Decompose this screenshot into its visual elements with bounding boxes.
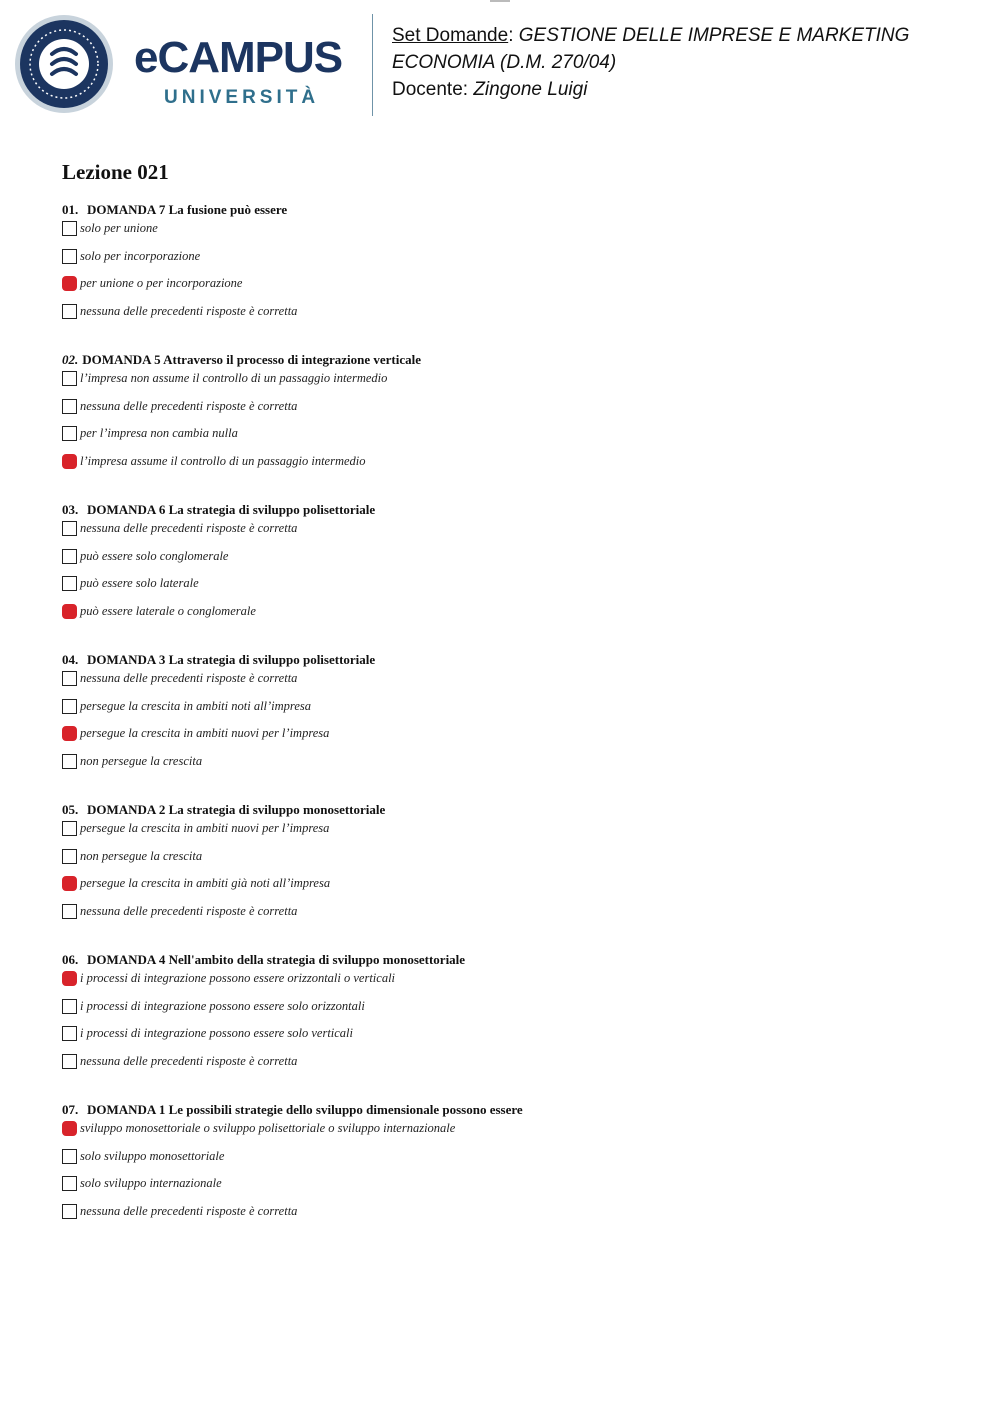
answer-checkbox-selected[interactable] (62, 276, 77, 291)
answer-checkbox[interactable] (62, 426, 77, 441)
answer-option[interactable] (62, 848, 962, 876)
logo-subtitle: UNIVERSITÀ (164, 87, 320, 108)
answer-checkbox[interactable] (62, 904, 77, 919)
answer-option[interactable] (62, 275, 962, 303)
answer-checkbox-selected[interactable] (62, 876, 77, 891)
answer-option-text: nessuna delle precedenti risposte è corretta (80, 521, 298, 535)
answer-option[interactable] (62, 725, 962, 753)
ecampus-logo (14, 14, 359, 114)
answer-option-text: nessuna delle precedenti risposte è corretta (80, 1203, 298, 1218)
answer-option-text: può essere laterale o conglomerale (80, 603, 256, 618)
answer-option-text: i processi di integrazione possono essere solo orizzontali (80, 998, 365, 1013)
answer-option[interactable] (62, 670, 962, 698)
question-number: 04. (62, 652, 79, 667)
answer-option-text: nessuna delle precedenti risposte è corretta (80, 398, 298, 413)
answer-checkbox-selected[interactable] (62, 971, 77, 986)
answer-option-text: per l’impresa non cambia nulla (80, 426, 238, 440)
question-block (62, 1100, 962, 1230)
answer-option-text: solo sviluppo internazionale (80, 1176, 222, 1190)
teacher-label: Docente: (392, 79, 474, 100)
document-header (392, 22, 952, 103)
answer-checkbox[interactable] (62, 1204, 77, 1219)
answer-checkbox-selected[interactable] (62, 604, 77, 619)
answer-option[interactable] (62, 875, 962, 903)
question-title (62, 950, 962, 970)
answer-option-text: i processi di integrazione possono essere solo verticali (80, 1026, 354, 1040)
question-text: DOMANDA 4 Nell'ambito della strategia di sviluppo monosettoriale (87, 952, 466, 967)
question-text: DOMANDA 7 La fusione può essere (87, 202, 288, 217)
answer-checkbox-selected[interactable] (62, 1121, 77, 1136)
teacher-name: Zingone Luigi (473, 79, 588, 100)
answer-option[interactable] (62, 753, 962, 781)
answer-option-text: nessuna delle precedenti risposte è corretta (80, 903, 298, 918)
answer-option-text: solo per unione (80, 221, 158, 235)
answer-option[interactable] (62, 520, 962, 548)
answer-option-text: nessuna delle precedenti risposte è corretta (80, 671, 298, 685)
answer-checkbox[interactable] (62, 304, 77, 319)
answer-checkbox[interactable] (62, 999, 77, 1014)
page-top-mark (490, 0, 510, 2)
answer-checkbox[interactable] (62, 221, 77, 236)
question-title (62, 800, 962, 820)
answer-option[interactable] (62, 370, 962, 398)
header-divider (372, 14, 373, 116)
answer-checkbox[interactable] (62, 371, 77, 386)
answer-option-text: persegue la crescita in ambiti nuovi per l’impresa (80, 726, 330, 740)
question-number: 03. (62, 502, 79, 517)
answer-option[interactable] (62, 1148, 962, 1176)
answer-checkbox-selected[interactable] (62, 454, 77, 469)
answer-option[interactable] (62, 698, 962, 726)
answer-checkbox[interactable] (62, 399, 77, 414)
answer-option[interactable] (62, 248, 962, 276)
answer-option-text: l’impresa assume il controllo di un passaggio intermedio (80, 453, 366, 468)
set-separator: : (508, 25, 519, 46)
answer-option[interactable] (62, 220, 962, 248)
answer-option-text: persegue la crescita in ambiti già noti all’impresa (80, 876, 331, 890)
lesson-title: Lezione 021 (62, 160, 169, 184)
answer-option[interactable] (62, 575, 962, 603)
question-number: 02. (62, 352, 79, 367)
set-label: Set Domande (392, 25, 509, 46)
answer-option-text: solo sviluppo monosettoriale (80, 1148, 225, 1163)
answer-option[interactable] (62, 1175, 962, 1203)
answer-option[interactable] (62, 1053, 962, 1081)
answer-checkbox[interactable] (62, 549, 77, 564)
answer-checkbox[interactable] (62, 849, 77, 864)
answer-option[interactable] (62, 820, 962, 848)
question-block (62, 200, 962, 330)
answer-checkbox[interactable] (62, 754, 77, 769)
answer-option-text: l’impresa non assume il controllo di un passaggio intermedio (80, 371, 388, 385)
answer-checkbox[interactable] (62, 821, 77, 836)
answer-option[interactable] (62, 1120, 962, 1148)
question-block (62, 650, 962, 780)
answer-checkbox[interactable] (62, 249, 77, 264)
logo-wordmark: eCAMPUS (134, 33, 343, 82)
question-number: 06. (62, 952, 79, 967)
question-block (62, 350, 962, 480)
answer-option-text: non persegue la crescita (80, 753, 203, 768)
answer-option-text: solo per incorporazione (80, 248, 201, 263)
answer-option-text: può essere solo conglomerale (80, 548, 229, 563)
answer-option[interactable] (62, 425, 962, 453)
answer-option[interactable] (62, 903, 962, 931)
answer-checkbox[interactable] (62, 1054, 77, 1069)
answer-option[interactable] (62, 303, 962, 331)
answer-option-text: nessuna delle precedenti risposte è corretta (80, 1053, 298, 1068)
answer-option-text: persegue la crescita in ambiti nuovi per l’impresa (80, 821, 330, 835)
answer-option-text: i processi di integrazione possono essere orizzontali o verticali (80, 971, 396, 985)
question-text: DOMANDA 3 La strategia di sviluppo polisettoriale (87, 652, 376, 667)
course-title: GESTIONE DELLE IMPRESE E MARKETING ECONOMIA (D.M. 270/04) (392, 25, 910, 73)
question-text: DOMANDA 1 Le possibili strategie dello sviluppo dimensionale possono essere (87, 1102, 523, 1117)
answer-checkbox-selected[interactable] (62, 726, 77, 741)
answer-option-text: per unione o per incorporazione (80, 276, 243, 290)
answer-checkbox[interactable] (62, 1026, 77, 1041)
answer-option[interactable] (62, 1203, 962, 1231)
answer-option-text: non persegue la crescita (80, 848, 203, 863)
question-number: 07. (62, 1102, 79, 1117)
answer-option[interactable] (62, 1025, 962, 1053)
answer-checkbox[interactable] (62, 1149, 77, 1164)
question-title (62, 200, 962, 220)
question-title (62, 650, 962, 670)
answer-checkbox[interactable] (62, 671, 77, 686)
answer-checkbox[interactable] (62, 699, 77, 714)
question-block (62, 500, 962, 630)
question-title (62, 1100, 962, 1120)
question-title (62, 350, 962, 370)
answer-option-text: nessuna delle precedenti risposte è corretta (80, 303, 298, 318)
answer-checkbox[interactable] (62, 1176, 77, 1191)
question-block (62, 950, 962, 1080)
question-text: DOMANDA 2 La strategia di sviluppo monosettoriale (87, 802, 386, 817)
question-text: DOMANDA 5 Attraverso il processo di integrazione verticale (82, 352, 422, 367)
university-seal-icon (14, 14, 114, 114)
answer-option[interactable] (62, 998, 962, 1026)
question-number: 05. (62, 802, 79, 817)
answer-option-text: sviluppo monosettoriale o sviluppo polisettoriale o sviluppo internazionale (80, 1121, 456, 1135)
answer-option[interactable] (62, 603, 962, 631)
answer-checkbox[interactable] (62, 521, 77, 536)
question-title (62, 500, 962, 520)
answer-option-text: può essere solo laterale (80, 576, 199, 590)
answer-option[interactable] (62, 453, 962, 481)
answer-option-text: persegue la crescita in ambiti noti all’impresa (80, 698, 311, 713)
answer-option[interactable] (62, 398, 962, 426)
question-text: DOMANDA 6 La strategia di sviluppo polisettoriale (87, 502, 376, 517)
question-block (62, 800, 962, 930)
question-number: 01. (62, 202, 79, 217)
answer-checkbox[interactable] (62, 576, 77, 591)
answer-option[interactable] (62, 548, 962, 576)
answer-option[interactable] (62, 970, 962, 998)
